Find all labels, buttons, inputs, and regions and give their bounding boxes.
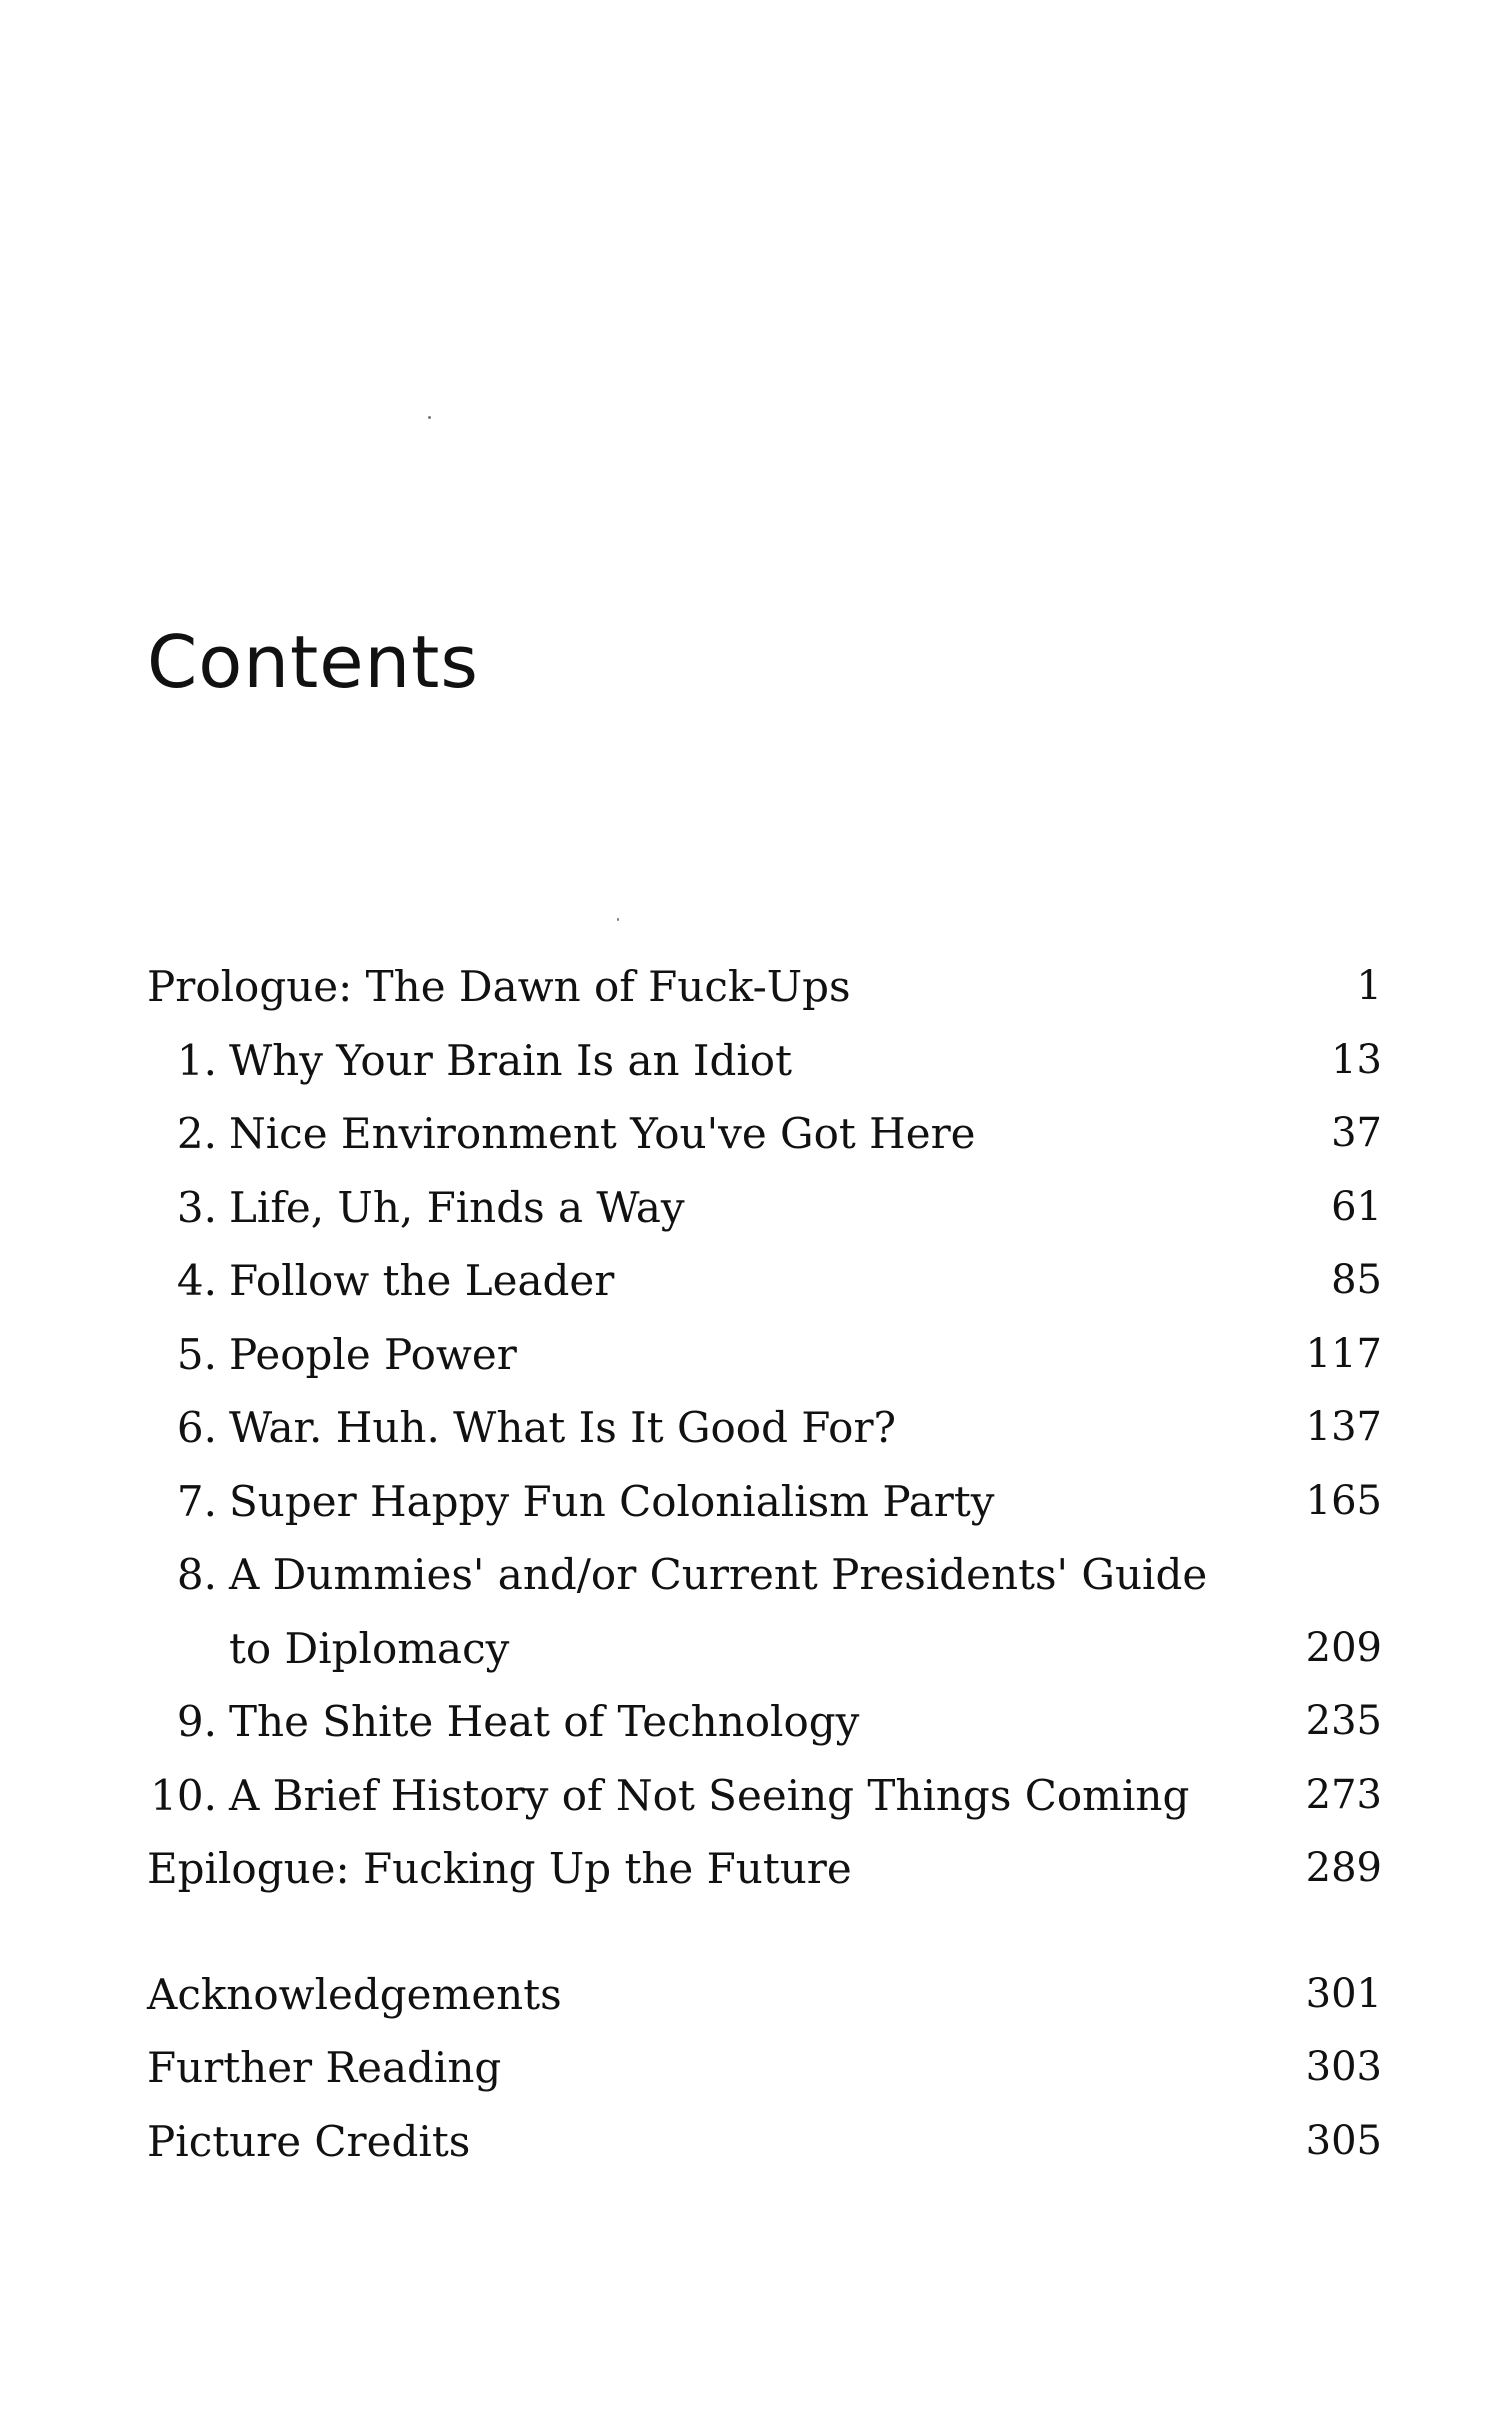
toc-entry-title: The Shite Heat of Technology <box>229 1697 860 1746</box>
toc-entry-title: A Dummies' and/or Current Presidents' Guide <box>229 1550 1208 1599</box>
toc-entry-page: 305 <box>1305 2117 1382 2164</box>
toc-entry-page: 289 <box>1305 1845 1382 1891</box>
toc-entry-chapter-6 <box>147 1391 1382 1465</box>
toc-entry-page: 273 <box>1305 1771 1382 1818</box>
toc-entry-title: People Power <box>229 1329 517 1379</box>
toc-entry-number: 8. <box>176 1550 217 1599</box>
table-of-contents <box>147 950 1382 2178</box>
toc-entry-title: Why Your Brain Is an Idiot <box>229 1035 792 1085</box>
toc-entry-title: War. Huh. What Is It Good For? <box>229 1403 897 1452</box>
toc-entry-title: Prologue: The Dawn of Fuck-Ups <box>147 962 851 1011</box>
toc-entry-chapter-7 <box>147 1465 1382 1539</box>
toc-entry-number: 1. <box>176 1035 217 1085</box>
toc-entry-page: 303 <box>1305 2044 1382 2090</box>
toc-entry-chapter-10 <box>147 1759 1382 1833</box>
toc-entry-page: 209 <box>1305 1624 1382 1671</box>
toc-entry-chapter-8-continued <box>147 1612 1382 1686</box>
toc-entry-prologue <box>147 950 1382 1024</box>
toc-entry-title: Picture Credits <box>147 2116 471 2166</box>
page-speck <box>428 416 431 419</box>
toc-entry-title: Follow the Leader <box>229 1256 615 1305</box>
toc-entry-chapter-1 <box>147 1024 1382 1098</box>
toc-entry-further-reading <box>147 2031 1382 2105</box>
section-gap <box>147 1906 1382 1958</box>
toc-entry-page: 301 <box>1305 1970 1382 2017</box>
toc-entry-title: Epilogue: Fucking Up the Future <box>147 1844 852 1893</box>
toc-entry-title: A Brief History of Not Seeing Things Coming <box>229 1770 1190 1820</box>
toc-entry-number: 9. <box>176 1697 217 1746</box>
toc-entry-page: 61 <box>1331 1183 1382 1230</box>
toc-entry-page: 235 <box>1305 1698 1382 1744</box>
toc-entry-chapter-2 <box>147 1097 1382 1171</box>
toc-entry-chapter-8 <box>147 1538 1382 1612</box>
toc-entry-title: Super Happy Fun Colonialism Party <box>229 1476 995 1526</box>
toc-entry-page: 1 <box>1356 963 1382 1009</box>
toc-entry-page: 13 <box>1331 1036 1382 1083</box>
toc-entry-number: 3. <box>176 1182 217 1232</box>
toc-entry-chapter-3 <box>147 1171 1382 1245</box>
toc-entry-number: 5. <box>176 1329 217 1379</box>
toc-entry-page: 165 <box>1305 1477 1382 1524</box>
toc-entry-page: 37 <box>1331 1110 1382 1156</box>
toc-entry-page: 85 <box>1331 1257 1382 1303</box>
toc-entry-number: 6. <box>176 1403 217 1452</box>
toc-entry-number: 7. <box>176 1476 217 1526</box>
toc-entry-title: Nice Environment You've Got Here <box>229 1109 976 1158</box>
toc-entry-title: Life, Uh, Finds a Way <box>229 1182 685 1232</box>
toc-entry-page: 137 <box>1305 1404 1382 1450</box>
toc-entry-title: Acknowledgements <box>147 1969 562 2019</box>
toc-entry-chapter-9 <box>147 1685 1382 1759</box>
toc-entry-chapter-4 <box>147 1244 1382 1318</box>
toc-entry-epilogue <box>147 1832 1382 1906</box>
page-title: Contents <box>147 620 479 704</box>
toc-entry-number: 4. <box>176 1256 217 1305</box>
toc-entry-title: Further Reading <box>147 2043 502 2092</box>
toc-entry-acknowledgements <box>147 1958 1382 2032</box>
page-speck <box>617 918 619 921</box>
toc-entry-title-continued: to Diplomacy <box>229 1623 510 1673</box>
toc-entry-picture-credits <box>147 2105 1382 2179</box>
toc-entry-number: 2. <box>176 1109 217 1158</box>
toc-entry-page: 117 <box>1305 1330 1382 1377</box>
toc-entry-chapter-5 <box>147 1318 1382 1392</box>
toc-entry-number: 10. <box>150 1770 217 1820</box>
